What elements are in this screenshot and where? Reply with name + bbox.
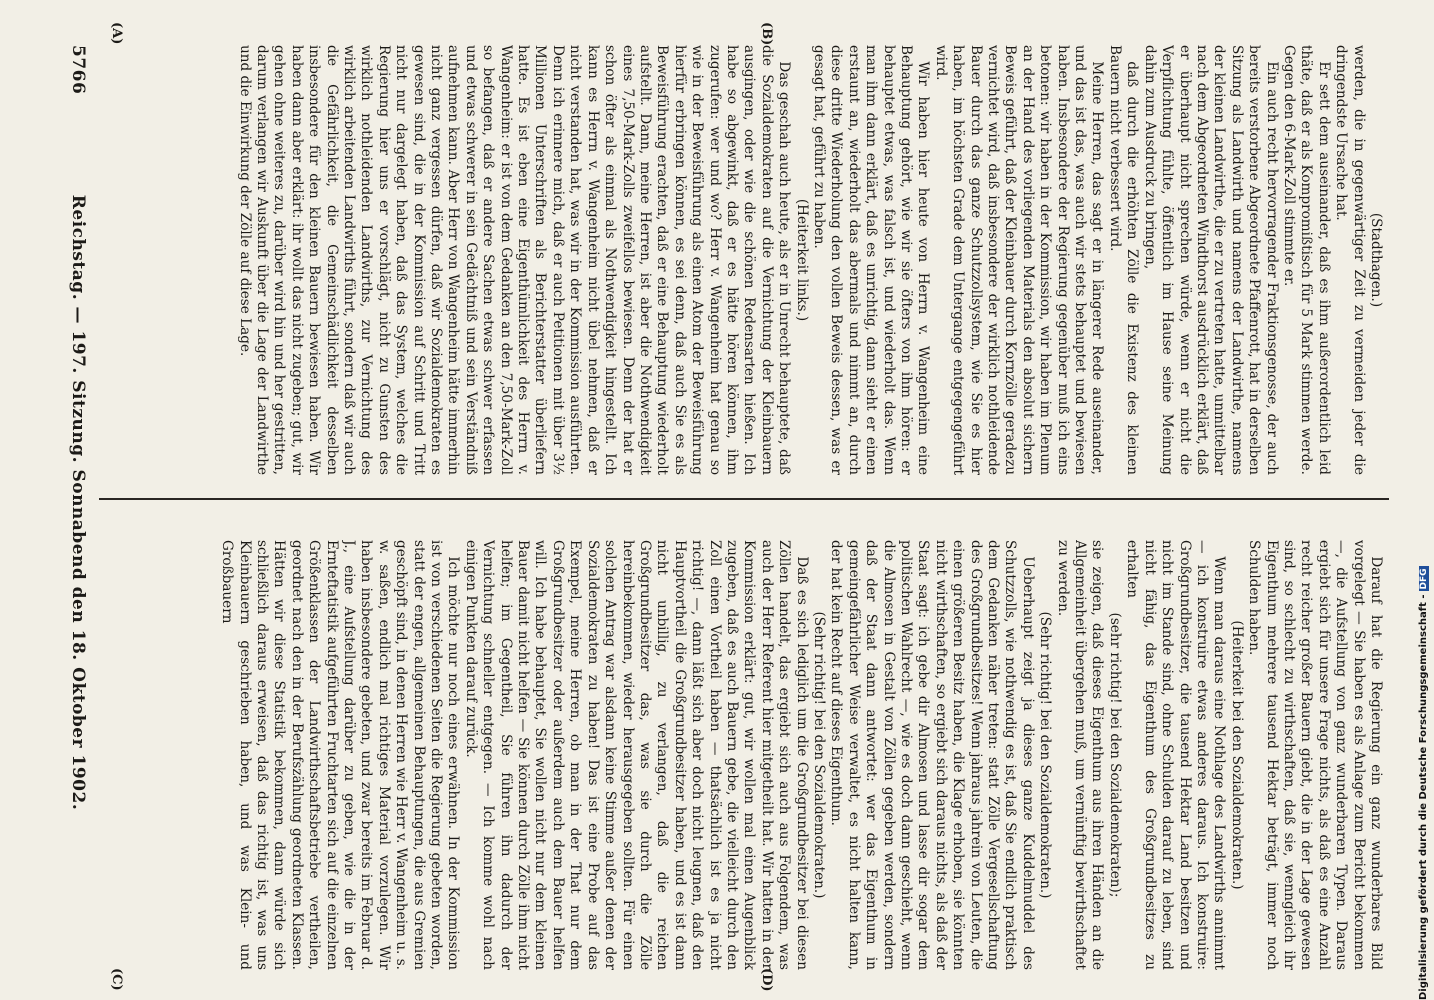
margin-marker-b: (B): [759, 22, 774, 46]
interjection: (sehr richtig! bei den Sozialdemokraten);: [1106, 612, 1123, 898]
dfg-logo: DFG: [1419, 568, 1429, 590]
paragraph: Ein auch recht hervorragender Fraktionsgenosse, der auch bereits verstorbene Abgeordnete Pfaffenrott, hat in derselben Sitzung als Landwirth und namens der Landwirthe, namens der kleinen Landwirthe, die er zu vertreten hatte, unmittelbar nach dem Abgeordneten Windthorst ausdrücklich erklärt, daß er überhaupt nicht sprechen würde, wenn er nicht die Verpflichtung fühlte, öffentlich im Hause seine Meinung dahin zum Ausdruck zu bringen,: [1141, 45, 1280, 475]
paragraph: Meine Herren, das sagt er in längerer Rede auseinander, und das ist das, was auch wir stets behauptet und bewiesen haben. Insbesondere der Regierung gegenüber muß ich eins betonen: wir haben in der Kommission, wir haben im Plenum an der Hand des vorliegenden Materials den absolut sichern Beweis geführt, daß der Kleinbauer durch Kornzölle geradezu vernichtet wird, daß insbesondere der wirklich nothleidende Bauer durch das ganze Schutzzollsystem, wie Sie es hier haben, im höchsten Grade dem Untergange entgegengeführt wird.: [932, 45, 1106, 475]
margin-marker-c: (C): [109, 968, 124, 991]
running-title: Reichstag. — 197. Sitzung. Sonnabend den 18. Oktober 1902.: [68, 194, 88, 811]
paragraph: Wir haben hier heute von Herrn v. Wangenheim eine Behauptung gehört, wie wir sie öfters von ihm hören: er behauptet etwas, was falsch ist, und wiederholt das. Wenn man ihm dann erklärt, daß es unrichtig, dann sieht er einen erstaunt an, wiederholt das abermals und nimmt an, durch diese dritte Wiederholung den vollen Beweis dessen, was er gesagt hat, geführt zu haben.: [811, 45, 932, 475]
paragraph: werden, die in gegenwärtiger Zeit zu vermeiden jeder die dringendste Ursache hat.: [1333, 45, 1367, 475]
margin-marker-d: (D): [759, 968, 774, 992]
paragraph: Ueberhaupt zeigt ja dieses ganze Kuddelmuddel des Schutzzolls, wie nothwendig es ist, daß Sie endlich praktisch dem Gedanken näher treten: statt Zölle Vergesellschaftung des Großgrundbesitzes! Wenn jahraus jahrein von Leuten, die einen größeren Besitz haben, die Klage erhoben, sie könnten nicht wirthschaften, so ergiebt sich daraus nichts, als daß der Staat sagt: ich gebe dir Almosen und lasse dir sogar dem politischen Wahlrecht —, wie es doch dann geschieht, wenn die Almosen in Gestalt von Zöllen gegeben werden, sondern daß der Staat dann antwortet: wer das Eigenthum in gemeingefährlicher Weise verwaltet, es nicht halten kann, der hat kein Recht auf dieses Eigenthum.: [828, 540, 1036, 970]
interjection: (Sehr richtig! bei den Sozialdemokraten.): [1037, 611, 1054, 899]
credit-text: Digitalisierung gefördert durch die Deutsche Forschungsgemeinschaft -: [1418, 594, 1429, 1000]
interjection: (Sehr richtig! bei den Sozialdemokraten.): [811, 611, 827, 899]
paragraph: Ich möchte nur noch eines erwähnen. In der Kommission ist von verschiedenen Seiten die Regierung gebeten worden, statt der engen, allgemeinen Behauptungen, die aus Gremien geschöpft sind, in denen Herren wie Herr v. Wangenheim u. s. w. saßen, endlich mal richtiges Material vorzulegen. Wir haben insbesondere gebeten, und zwar bereits im Februar d. J., eine Aufstellung darüber zu geben, wie die in der Ernteftatistik aufgeführten Fruchtarten sich auf die einzelnen Größenklassen der Landwirthschaftsbetriebe vertheilen, geordnet nach den in der Berufszählung geordneten Klassen. Hätten wir diese Statistik bekommen, dann würde sich schließlich daraus erweisen, daß das richtig ist, was uns Kleinbauern geschrieben haben, und was Klein- und Großbauern: [219, 540, 462, 970]
left-column: [104, 45, 1384, 475]
paragraph: sie zeigen, daß dieses Eigenthum aus ihren Händen an die Allgemeinheit übergehen muß, um vernünftig bewirthschaftet zu werden.: [1054, 540, 1106, 970]
page-number: 5766: [68, 45, 88, 95]
interjection: (Heiterkeit links.): [793, 198, 810, 322]
paragraph: Das geschah auch heute, als er in Unrecht behauptete, daß die Sozialdemokraten auf die Vernichtung der Kleinbauern ausgingen, oder wie die schönen Redensarten hießen. Ich habe so abgewinkt, daß er es hätte hören können, ihm zugerufen: wer und wo? Herr v. Wangenheim hat genau so wie in der Beweisführung als einen Atom der Beweisführung hierfür erbringen können, es sei denn, daß auch Sie es als Beweisführung erachten, daß er eine Behauptung wiederholt aufstellt. Dann, meine Herren, ist aber die Nothwendigkeit eines 7,50-Mark-Zolls zweifellos bewiesen. Denn der hat er schon öfter als einmal als Nothwendigkeit hingestellt. Ich kann es Herrn v. Wangenheim nicht übel nehmen, daß er nicht verstanden hat, was wir in der Kommission ausführten. Denn ich erinnere mich, daß er auch Petitionen mit über 3½ Millionen Unterschriften als Berichterstatter überliefern hatte. Es ist eben eine Eigenthümlichkeit des Herrn v. Wangenheim: er ist von dem Gedanken an den 7,50-Mark-Zoll so befangen, daß er andere Sachen etwas schwer erfassen und etwas schwerer in sein Gedächtniß und sein Verständniß aufnehmen kann. Aber Herr von Wangenheim hätte immerhin nicht ganz vergessen dürfen, daß wir Sozialdemokraten es gewesen sind, die in der Kommission auf Schritt und Tritt nicht nur dargelegt haben, daß das System, welches die Regierung hier uns er vorschlägt, nicht zu Gunsten des wirklich nothleidenden Landwirths, zur Vernichtung des wirklich arbeitenden Landwirths führt, sondern daß wir auch die Gefährlichkeit, die Gemeinschädlichkeit desselben insbesondere für den kleinen Bauern bewiesen haben. Wir haben dann aber erklärt: ihr wollt das nicht zugeben; gut, wir gehen ohne weiteres zu, darüber wird hin und her gestritten, darum verlangen wir Auskunft über die Lage der Landwirthe und die Einwirkung der Zölle auf diese Lage.: [236, 45, 793, 475]
paragraph: Wenn man daraus eine Nothlage des Landwirths annimmt — ich konstruire etwas anderes daraus. Ich konstruire: Großgrundbesitzer, die tausend Hektar Land besitzen und nicht im Stande sind, ohne Schulden darauf zu leben, sind nicht fähig, das Eigenthum des Großgrundbesitzes zu erhalten: [1124, 540, 1228, 970]
margin-marker-a: (A): [109, 22, 124, 45]
paragraph: Daß es sich lediglich um die Großgrundbesitzer bei diesen Zöllen handelt, das ergiebt sich auch aus Folgendem, was auch der Herr Referent hier mitgetheilt hat. Wir hatten in der Kommission erklärt: gut, wir wollen mal einen Augenblick zugeben, daß es auch Bauern gebe, die vielleicht durch den Zoll einen Vortheil haben — thatsächlich ist es ja nicht richtig! —, dann läßt sich aber doch nicht leugnen, daß den Hauptvortheil die Großgrundbesitzer haben, und es ist dann nicht unbillig, zu verlangen, daß die reichen Großgrundbesitzer das, was sie durch die Zölle hereinbekommen, wieder herausgegeben sollten. Für einen solchen Antrag war alsdann keine Stimme außer denen der Sozialdemokraten zu haben! Das ist eine Probe auf das Exempel, meine Herren, ob man in der That nur dem Großgrundbesitzer oder außerdem auch dem Bauer helfen will. Ich habe behauptet, Sie wollen nicht nur dem kleinen Bauer damit nicht helfen — Sie können durch Zölle ihm nicht helfen; im Gegentheil, Sie führen ihn dadurch der Vernichtung schneller entgegen. — Ich komme wohl nach einigen Punkten darauf zurück.: [462, 540, 810, 970]
paragraph: Er sett dem auseinander, daß es ihm außerordentlich leid thäte, daß er als Kompromißtisch für 5 Mark stimmen werde. Gegen den 6-Mark-Zoll stimmte er.: [1280, 45, 1332, 475]
interjection: (Heiterkeit bei den Sozialdemokraten.): [1228, 620, 1245, 890]
digitization-credit: [1418, 566, 1429, 1000]
right-column: [104, 540, 1384, 970]
paragraph: daß durch die erhöhten Zölle die Existenz des kleinen Bauern nicht verbessert wird.: [1106, 45, 1141, 475]
paragraph: Darauf hat die Regierung ein ganz wunderbares Bild vorgelegt — Sie haben es als Anlage zum Bericht bekommen —, die Aufstellung von ganz wunderbaren Typen. Daraus ergiebt sich für unsere Frage nichts, als daß es eine Anzahl recht reicher großer Bauern giebt, die in der Lage gewesen sind, so schlecht zu wirthschaften, daß sie, wenngleich ihr Eigenthum mehrere tausend Hektar beträgt, immer noch Schulden haben.: [1246, 540, 1384, 970]
speaker-name: (Stadthagen.): [1368, 212, 1384, 308]
column-divider: [99, 498, 1389, 500]
page-header: [56, 45, 96, 960]
